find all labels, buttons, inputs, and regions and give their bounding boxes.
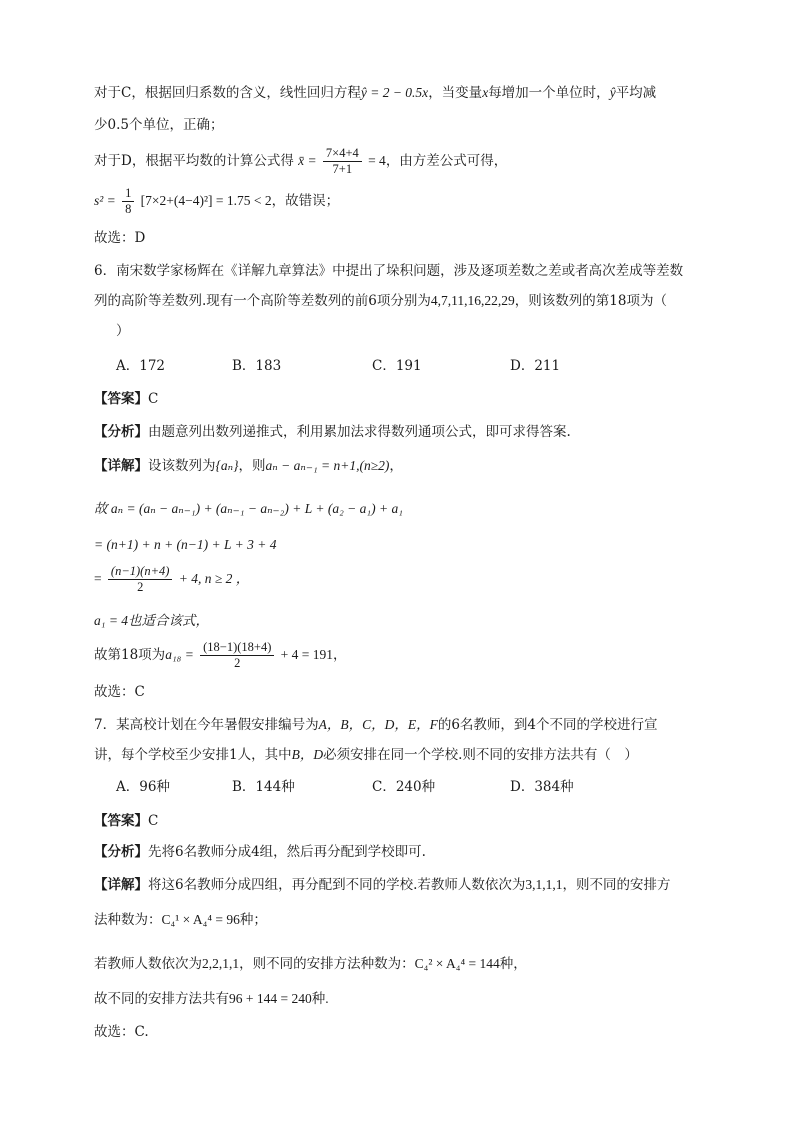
group-sizes: 3,1,1,1 (525, 877, 563, 892)
answer-tag: 【答案】 (94, 813, 148, 829)
numerator: (18−1)(18+4) (200, 640, 274, 656)
closed-form-tail: + 4, n ≥ 2 ， (178, 571, 250, 586)
text: 故第18项为 (94, 647, 166, 663)
text: 讲，每个学校至少安排1人，其中 (94, 747, 292, 763)
q6-stem-line2 (94, 292, 667, 310)
closed-form-fraction (108, 564, 173, 595)
q6-option-a[interactable]: A．172 (116, 358, 166, 374)
q6-base-case (94, 612, 209, 630)
text: ，由方差公式可得， (385, 153, 508, 169)
count-expression: C₄² × A₄⁴ = 144种， (414, 956, 527, 971)
text: 将这6名教师分成四组，再分配到不同的学校.若教师人数依次为 (148, 877, 526, 893)
q6-final-answer: 故选：C (94, 684, 145, 700)
text: ，当变量 (428, 85, 483, 101)
detail-tag: 【详解】 (94, 458, 148, 474)
q6-telescoping-sum: 故 aₙ = (aₙ − aₙ₋₁) + (aₙ₋₁ − aₙ₋₂) + L + (a₂ − a₁) + a₁ (94, 501, 403, 516)
regression-equation: ŷ = 2 − 0.5x (360, 85, 429, 100)
answer-value: C (148, 391, 159, 407)
q7-detail-line1 (94, 876, 671, 894)
sequence-terms: 4,7,11,16,22,29 (430, 293, 515, 308)
q7-detail-line3 (94, 955, 527, 973)
q6-detail-line1 (94, 457, 403, 475)
teacher-labels: B，D (291, 747, 324, 762)
q7-detail-line2 (94, 911, 267, 929)
denominator: 7+1 (332, 162, 353, 176)
q7-option-c[interactable]: C．240种 (372, 779, 436, 795)
text: ，则该数列的第18项为（ (514, 293, 667, 309)
count-expression: C₄¹ × A₄⁴ = 96种； (161, 912, 267, 927)
q6-option-b[interactable]: B．183 (232, 358, 282, 374)
denominator: 8 (125, 202, 132, 216)
analysis-text: 先将6名教师分成4组，然后再分配到学校即可. (148, 844, 426, 860)
a18-lhs: a₁₈ = (165, 647, 194, 662)
text: 平均减 (615, 85, 657, 101)
mean-result: = 4 (368, 153, 386, 168)
answer-value: C (148, 813, 159, 829)
text: ，则不同的安排方 (562, 877, 671, 893)
text: 对于D，根据平均数的计算公式得 (94, 153, 294, 169)
q7-stem-line2 (94, 746, 638, 764)
text: ，则 (238, 458, 266, 474)
analysis-text: 由题意列出数列递推式，利用累加法求得数列通项公式，即可求得答案. (148, 424, 571, 440)
q7-answer (94, 812, 158, 830)
analysis-tag: 【分析】 (94, 424, 148, 440)
variance-rhs: [7×2+(4−4)²] = 1.75 < 2 (140, 193, 272, 208)
detail-tag: 【详解】 (94, 877, 148, 893)
numerator: 7×4+4 (323, 146, 362, 162)
q7-analysis (94, 843, 426, 861)
q7-final-answer: 故选：C. (94, 1024, 149, 1040)
text: 每增加一个单位时， (488, 85, 610, 101)
explanation-d-line1 (94, 146, 507, 177)
group-sizes: 2,2,1,1 (202, 956, 240, 971)
explanation-c-line2: 少0.5个单位，正确； (94, 117, 224, 133)
analysis-tag: 【分析】 (94, 844, 148, 860)
q6-answer (94, 390, 158, 408)
text: 设该数列为 (148, 458, 216, 474)
base-case-text: a₁ = 4也适合该式， (94, 613, 210, 628)
q6-option-c[interactable]: C．191 (372, 358, 422, 374)
text: 故不同的安排方法共有 (94, 991, 229, 1007)
variance-fraction (122, 186, 134, 217)
a18-result: + 4 = 191， (280, 647, 347, 662)
variable-yhat: ŷ (609, 85, 616, 100)
text: 的6名教师，到4个不同的学校进行宣 (437, 717, 658, 733)
q7-option-b[interactable]: B．144种 (232, 779, 295, 795)
text: ，故错误； (271, 193, 340, 209)
mean-fraction (323, 146, 362, 177)
q6-stem-line3: ） (116, 323, 130, 339)
q7-option-d[interactable]: D．384种 (510, 779, 574, 795)
numerator: (n−1)(n+4) (108, 564, 173, 580)
recurrence-equation: aₙ − aₙ₋₁ = n+1,(n≥2) (265, 458, 390, 473)
text: ， (389, 458, 403, 474)
q7-stem-line1 (94, 716, 658, 734)
text: 7．某高校计划在今年暑假安排编号为 (94, 717, 319, 733)
q5-final-answer: 故选：D (94, 230, 146, 246)
text: ，则不同的安排方法种数为： (239, 956, 415, 972)
text: 列的高阶等差数列.现有一个高阶等差数列的前6项分别为 (94, 293, 431, 309)
q6-expanded-sum: = (n+1) + n + (n−1) + L + 3 + 4 (94, 537, 277, 552)
variable-x: x (482, 85, 489, 100)
text: 对于C，根据回归系数的含义，线性回归方程 (94, 85, 361, 101)
answer-tag: 【答案】 (94, 391, 148, 407)
q6-stem-line1: 6．南宋数学家杨辉在《详解九章算法》中提出了垛积问题，涉及逐项差数之差或者高次差成等差数 (94, 263, 684, 279)
explanation-d-line2 (94, 186, 339, 217)
denominator: 2 (137, 580, 144, 594)
q7-option-a[interactable]: A．96种 (116, 779, 170, 795)
numerator: 1 (122, 186, 134, 202)
explanation-c-line1 (94, 84, 656, 102)
text: 若教师人数依次为 (94, 956, 202, 972)
equals-sign: = (94, 571, 102, 586)
q6-analysis (94, 423, 571, 441)
q6-option-d[interactable]: D．211 (510, 358, 561, 374)
teacher-labels: A，B，C，D，E，F (318, 717, 438, 732)
a18-fraction (200, 640, 274, 671)
text: 法种数为： (94, 912, 162, 928)
q6-term-18 (94, 640, 347, 671)
denominator: 2 (234, 656, 241, 670)
q6-closed-form (94, 564, 249, 595)
mean-lhs: x̄ = (298, 153, 317, 168)
variance-lhs: s² = (94, 193, 116, 208)
q7-detail-line4 (94, 990, 329, 1008)
text: 必须安排在同一个学校.则不同的安排方法共有（ ） (323, 747, 638, 763)
sequence-symbol: {aₙ} (215, 458, 239, 473)
total-expression: 96 + 144 = 240种. (229, 991, 329, 1006)
